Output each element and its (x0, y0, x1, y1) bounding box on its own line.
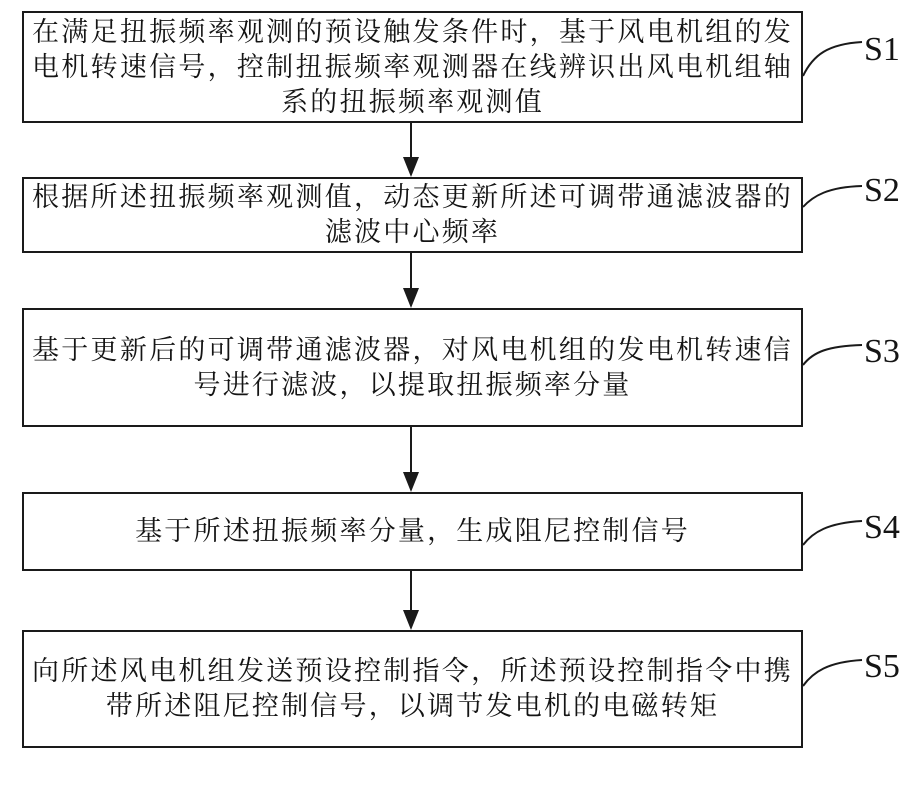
leader-line-s3 (803, 345, 862, 365)
flow-step-s2 (22, 177, 803, 253)
down-arrow-4 (403, 571, 419, 630)
down-arrow-2 (403, 253, 419, 308)
step-label-s3: S3 (864, 333, 900, 370)
down-arrow-1 (403, 123, 419, 177)
flow-step-s2-text: 根据所述扭振频率观测值，动态更新所述可调带通滤波器的滤波中心频率 (32, 182, 793, 248)
step-label-s5: S5 (864, 648, 900, 685)
leader-line-s5 (803, 660, 862, 686)
step-label-s1: S1 (864, 31, 900, 68)
flow-step-s4 (22, 492, 803, 571)
leader-line-s2 (803, 186, 862, 207)
step-label-s2: S2 (864, 172, 900, 209)
flow-step-s5 (22, 630, 803, 748)
down-arrow-3 (403, 427, 419, 492)
flow-step-s4-text: 基于所述扭振频率分量，生成阻尼控制信号 (135, 516, 690, 547)
leader-line-s1 (803, 42, 862, 76)
flow-step-s5-text: 向所述风电机组发送预设控制指令，所述预设控制指令中携带所述阻尼控制信号，以调节发电机的电磁转矩 (32, 656, 793, 722)
flow-step-s1-text: 在满足扭振频率观测的预设触发条件时，基于风电机组的发电机转速信号，控制扭振频率观测器在线辨识出风电机组轴系的扭振频率观测值 (32, 16, 793, 118)
flow-step-s3-text: 基于更新后的可调带通滤波器，对风电机组的发电机转速信号进行滤波，以提取扭振频率分量 (32, 334, 793, 401)
step-label-s4: S4 (864, 509, 900, 546)
flow-step-s1 (22, 11, 803, 123)
leader-line-s4 (803, 521, 862, 545)
flow-step-s3 (22, 308, 803, 427)
